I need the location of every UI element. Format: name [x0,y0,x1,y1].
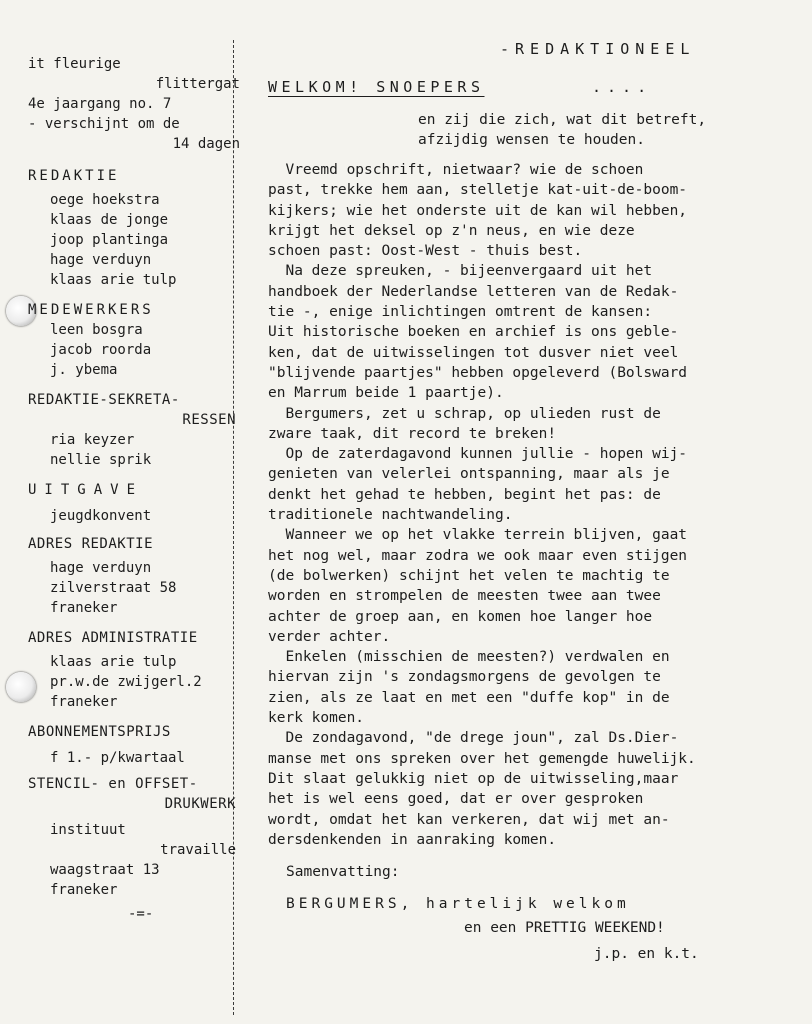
text-line: worden en strompelen de meesten twee aan twee [268,588,661,605]
text-line: schoen past: Oost-West - thuis best. [268,243,583,260]
title-dots: .... [592,78,653,96]
section-heading: ADRES REDAKTIE [28,536,154,552]
text-line: zware taak, dit record te breken! [268,425,557,442]
publisher: jeugdkonvent [50,508,152,524]
staff-name: klaas de jonge [50,212,169,228]
address-line: hage verduyn [50,560,152,576]
printer-line: instituut [50,822,126,838]
address-line: pr.w.de zwijgerl.2 [50,674,202,690]
paragraph [268,647,788,728]
adres-redaktie-section [28,534,238,618]
text-line: (de bolwerken) schijnt het velen te machtig te [268,567,670,584]
section-heading: REDAKTIE [28,168,120,184]
sekretaressen-section [28,390,238,470]
article-body [268,110,788,962]
printer-line: franeker [50,882,118,898]
staff-name: leen bosgra [50,322,143,338]
text-line: zien, als ze laat en met een "duffe kop" in de [268,689,670,706]
paragraph [268,444,788,525]
paragraph [268,525,788,647]
section-heading: ABONNEMENTSPRIJS [28,724,171,740]
text-line: kijkers; wie het onderste uit de kan wil hebben, [268,202,688,219]
text-line: Bergumers, zet u schrap, op ulieden rust de [268,405,661,422]
text-line: Wanneer we op het vlakke terrein blijven, gaat [268,527,688,544]
text-line: manse met ons spreken over het gemengde huwelijk. [268,750,696,767]
closing-line-2: en een PRETTIG WEEKEND! [464,920,665,937]
staff-name: j. ybema [50,362,118,378]
text-line: Dit slaat gelukkig niet op de uitwisseling,maar [268,770,679,787]
text-line: wordt, omdat het kan verkeren, dat wij met an- [268,811,670,828]
text-line: Op de zaterdagavond kunnen jullie - hopen wij- [268,446,688,463]
signature: j.p. en k.t. [594,946,699,963]
text-line: genieten van velerlei ontspanning, maar als je [268,466,670,483]
masthead [28,54,238,154]
text-line: denkt het gehad te hebben, begint het pas: de [268,486,661,503]
abonnement-section [28,722,238,768]
section-kicker: -REDAKTIONEEL [500,40,696,58]
paragraph [268,404,788,445]
text-line: traditionele nachtwandeling. [268,507,513,524]
masthead-line: it fleurige [28,56,121,72]
staff-name: jacob roorda [50,342,152,358]
text-line: De zondagavond, "de drege joun", zal Ds.Dier- [268,730,679,747]
paragraph [268,728,788,850]
text-line: afzijdig wensen te houden. [418,132,645,148]
text-line: en Marrum beide 1 paartje). [268,385,504,402]
text-line: past, trekke hem aan, stelletje kat-uit-de-boom- [268,182,688,199]
section-heading: UITGAVE [28,482,144,498]
paragraphs [268,160,788,850]
text-line: verder achter. [268,628,391,645]
text-line: Uit historische boeken en archief is ons geble- [268,324,679,341]
text-line: het is wel eens goed, dat er over gesproken [268,791,644,808]
text-line: en zij die zich, wat dit betreft, [418,112,707,128]
address-line: zilverstraat 58 [50,580,177,596]
text-line: het nog wel, maar zodra we ook maar even stijgen [268,547,688,564]
text-line: Na deze spreuken, - bijeenvergaard uit het [268,263,653,280]
section-heading: MEDEWERKERS [28,302,154,318]
subscription-price: f 1.- p/kwartaal [50,750,185,766]
section-heading: DRUKWERK [164,796,236,812]
paragraph [268,261,788,403]
paragraph [268,110,788,150]
text-line: dersdenkenden in aanraking komen. [268,831,557,848]
section-heading: REDAKTIE-SEKRETA- [28,392,180,408]
address-line: franeker [50,600,118,616]
redaktie-section [28,166,238,290]
section-heading: ADRES ADMINISTRATIE [28,630,198,646]
text-line: Enkelen (misschien de meesten?) verdwalen en [268,649,670,666]
section-heading: STENCIL- en OFFSET- [28,776,198,792]
staff-name: oege hoekstra [50,192,160,208]
masthead-line: 4e jaargang no. 7 [28,96,172,112]
colophon-sidebar [28,54,238,924]
text-line: "blijvende paartjes" hebben opgeleverd (Bolsward [268,364,688,381]
adres-administratie-section [28,628,238,712]
staff-name: joop plantinga [50,232,169,248]
masthead-line: 14 dagen [172,136,240,152]
text-line: ken, dat de uitwisselingen tot dusver niet veel [268,344,679,361]
masthead-line: flittergat [155,76,240,92]
printer-line: waagstraat 13 [50,862,160,878]
end-mark: -=- [128,906,154,922]
printer-line: travaille [160,842,236,858]
paragraph [268,160,788,261]
drukwerk-section [28,774,238,924]
article-title: WELKOM! SNOEPERS [268,78,485,96]
staff-name: klaas arie tulp [50,272,177,288]
summary-label: Samenvatting: [286,864,400,881]
medewerkers-section [28,300,238,380]
text-line: achter de groep aan, en komen hoe langer hoe [268,608,653,625]
text-line: kerk komen. [268,710,365,727]
masthead-line: - verschijnt om de [28,116,180,132]
uitgave-section [28,480,238,526]
address-line: franeker [50,694,118,710]
closing-line-1: BERGUMERS, hartelijk welkom [286,896,630,913]
address-line: klaas arie tulp [50,654,177,670]
staff-name: hage verduyn [50,252,152,268]
text-line: Vreemd opschrift, nietwaar? wie de schoen [268,162,644,178]
text-line: hiervan zijn 's zondagsmorgens de gevolgen te [268,669,661,686]
text-line: tie -, enige inlichtingen omtrent de kansen: [268,304,653,321]
staff-name: nellie sprik [50,452,152,468]
text-line: handboek der Nederlandse letteren van de Redak- [268,283,679,300]
staff-name: ria keyzer [50,432,135,448]
text-line: krijgt het deksel op z'n neus, en wie deze [268,222,635,239]
section-heading: RESSEN [182,412,236,428]
